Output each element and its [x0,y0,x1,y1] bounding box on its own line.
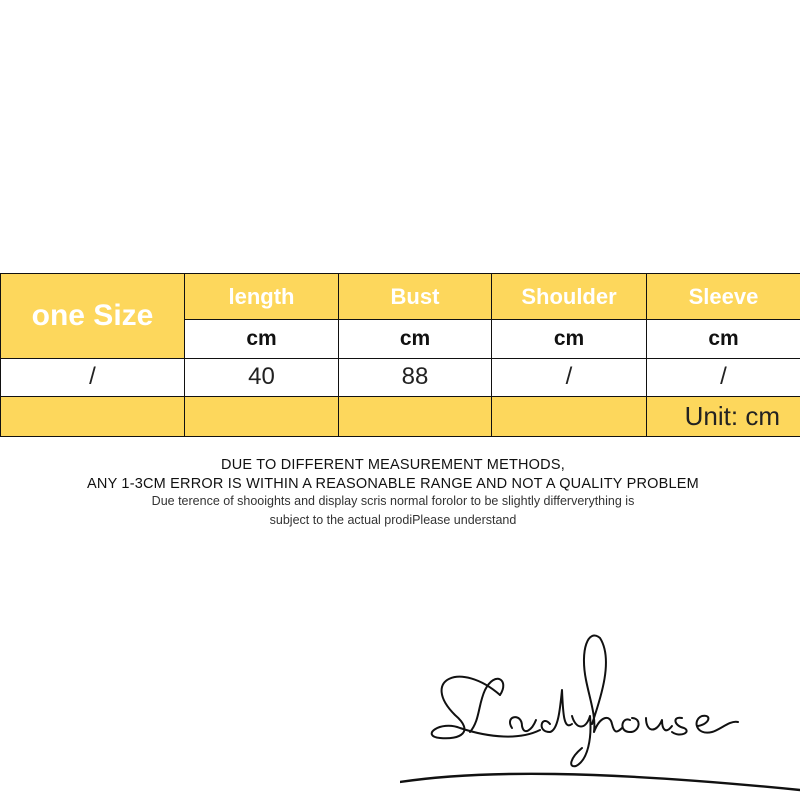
unit-shoulder: cm [492,320,647,358]
brand-signature-logo [400,620,800,800]
size-chart-table [0,273,800,437]
empty-cell [1,396,185,436]
value-length: 40 [185,358,339,396]
header-bust: Bust [339,274,492,320]
notice-line-4: subject to the actual prodiPlease understand [269,513,517,527]
empty-cell [185,396,339,436]
header-shoulder: Shoulder [492,274,647,320]
unit-length: cm [185,320,339,358]
empty-cell [339,396,492,436]
unit-sleeve: cm [647,320,800,358]
table-row [1,358,800,396]
value-bust: 88 [339,358,492,396]
size-label-cell: one Size [1,274,185,359]
value-sleeve: / [647,358,800,396]
value-shoulder: / [492,358,647,396]
notice-line-3: Due terence of shooights and display scris normal forolor to be slightly differverything is [151,494,635,508]
unit-bust: cm [339,320,492,358]
notice-line-1: DUE TO DIFFERENT MEASUREMENT METHODS, [221,457,565,473]
header-sleeve: Sleeve [647,274,800,320]
value-size: / [1,358,185,396]
empty-cell [492,396,647,436]
unit-note: Unit: cm [647,396,800,436]
notice-line-2: ANY 1-3CM ERROR IS WITHIN A REASONABLE RANGE AND NOT A QUALITY PROBLEM [87,476,699,492]
header-length: length [185,274,339,320]
